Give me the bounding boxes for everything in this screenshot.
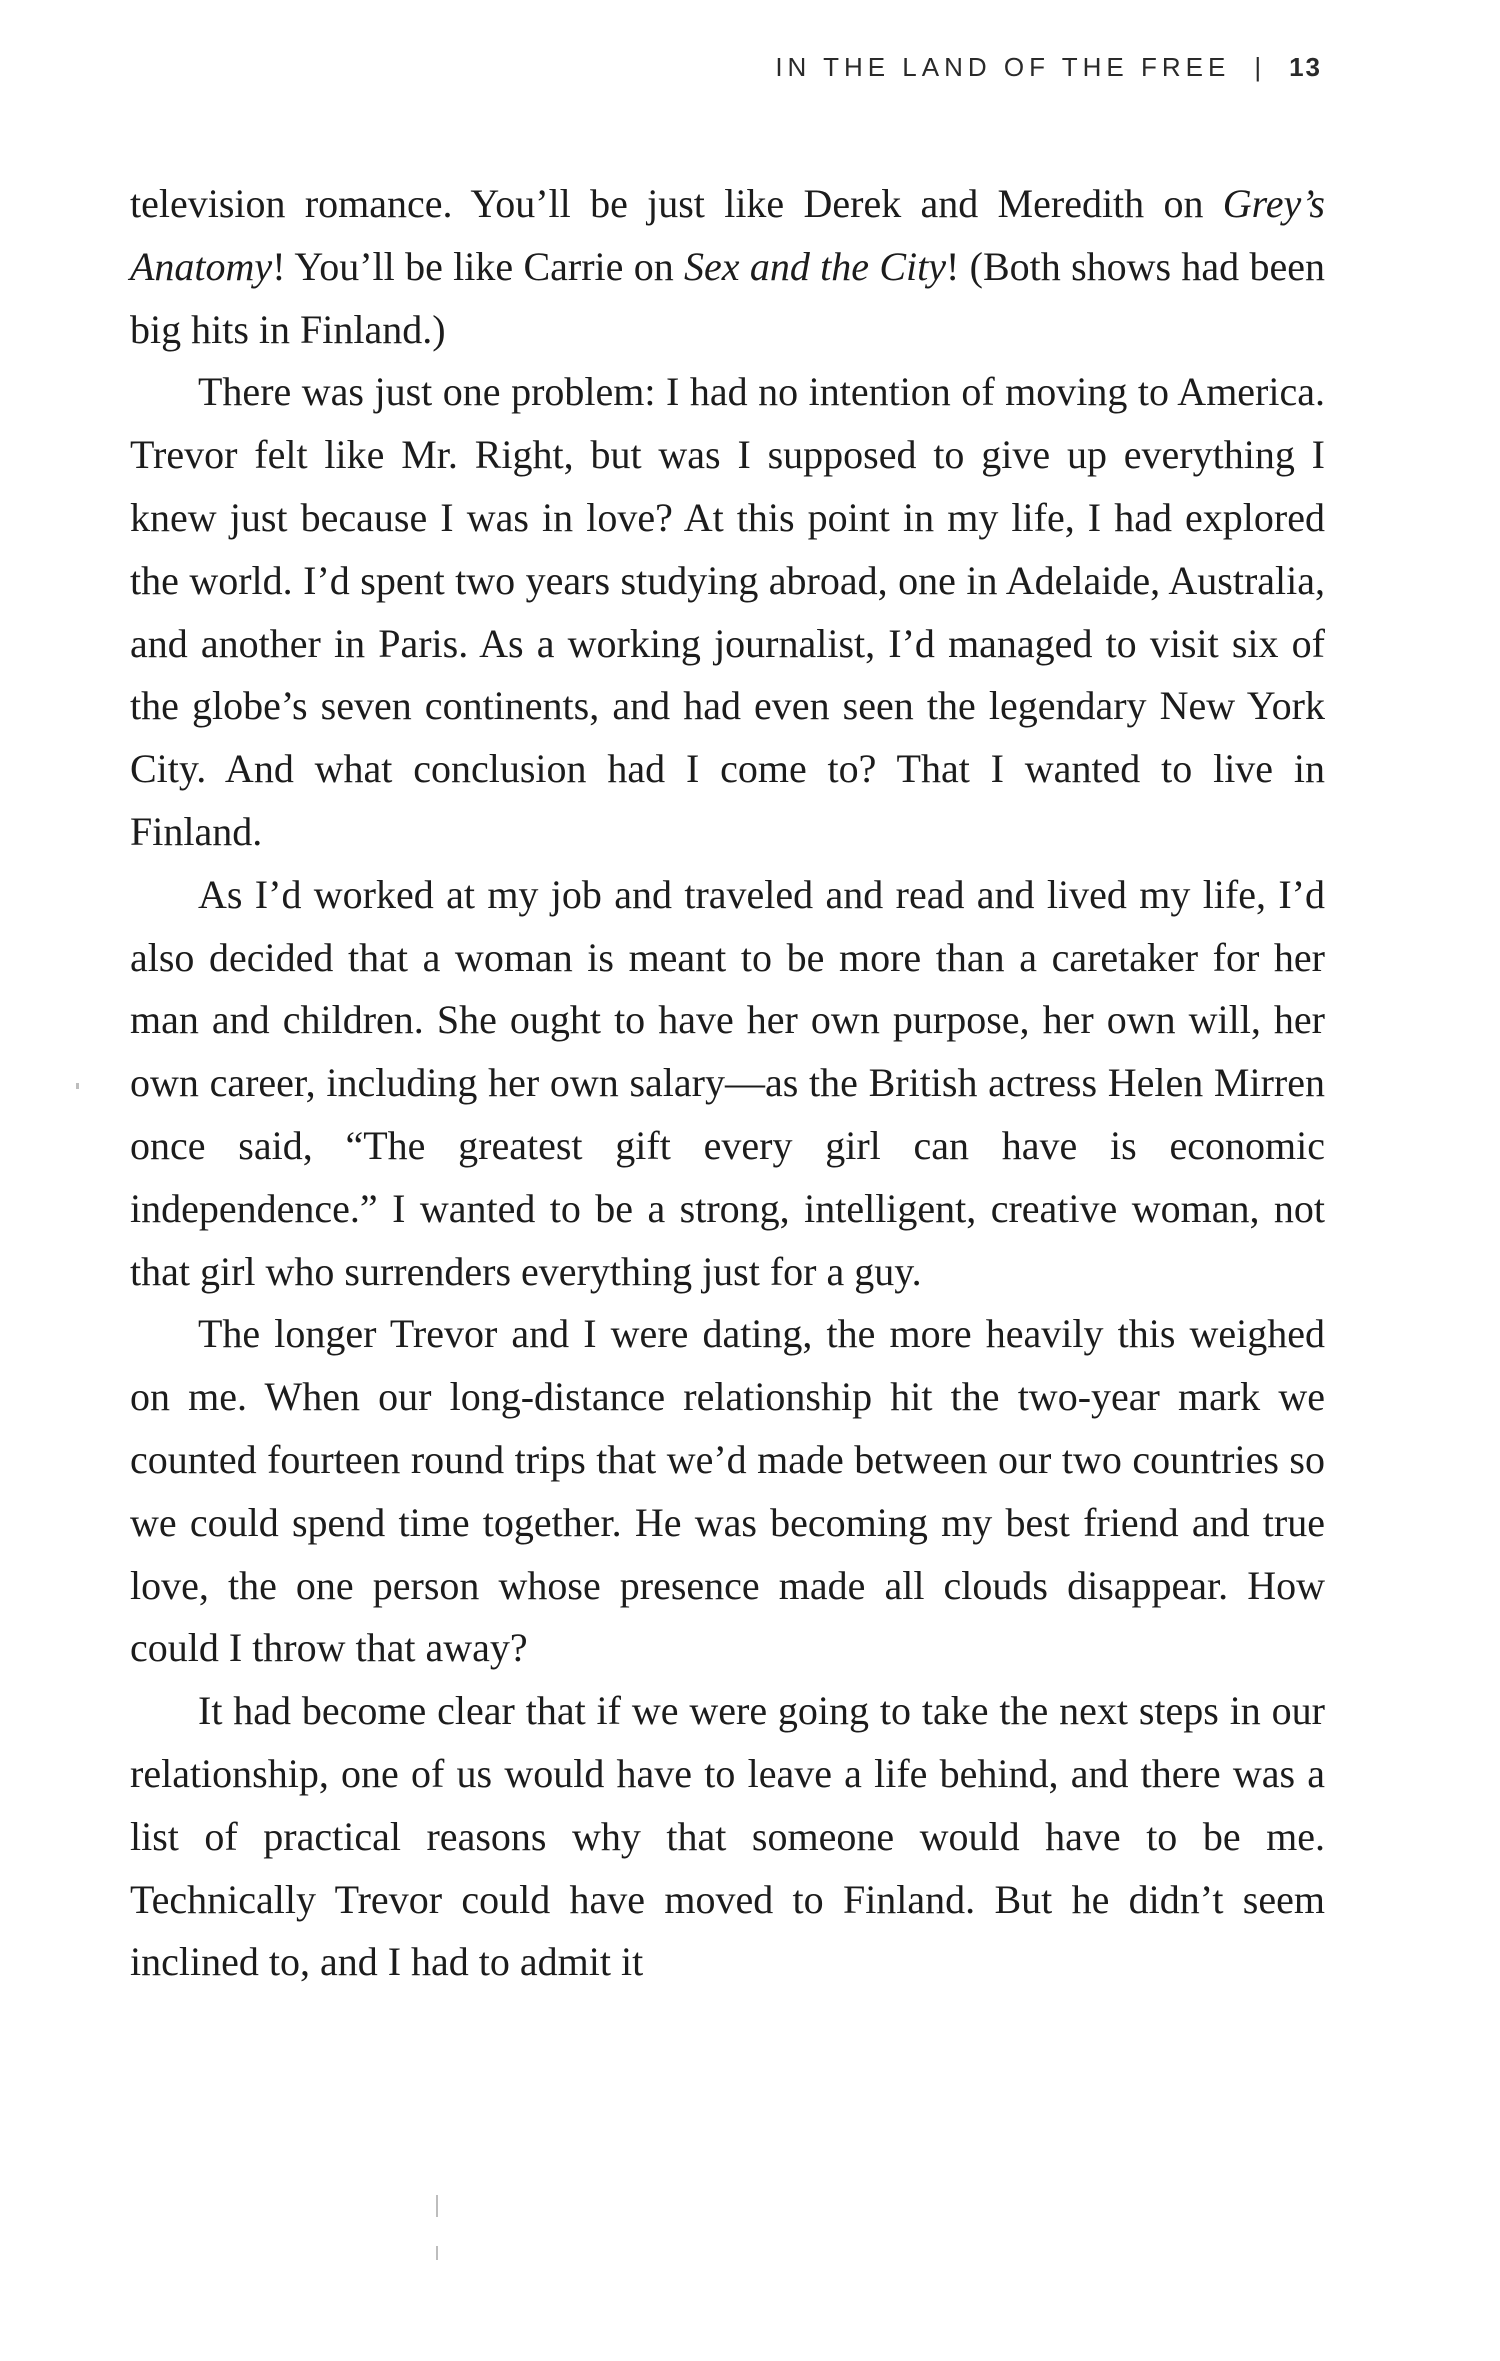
header-separator: | (1254, 52, 1262, 82)
paragraph-3: As I’d worked at my job and traveled and read and lived my life, I’d also decided that a woman is meant to be more than a caretaker for her man and children. She ought to have her own purpose, her own will, her own career, including her own salary—as the British actress Helen Mirren once said, “The greatest gift every girl can have is economic independence.” I wanted to be a strong, intelligent, creative woman, not that girl who surrenders everything just for a guy. (130, 871, 1325, 1294)
paragraph-5: It had become clear that if we were going to take the next steps in our relationship, one of us would have to leave a life behind, and there was a list of practical reasons why that someone would have to be me. Technically Trevor could have moved to Finland. But he didn’t seem inclined to, and I had to admit it (130, 1688, 1325, 1985)
running-title: IN THE LAND OF THE FREE (775, 52, 1231, 82)
p1-text-e: ! (Both shows had been big hits in Finland.) (130, 243, 1325, 352)
scan-mark-lower-2 (436, 2246, 438, 2260)
paragraph-1 (130, 173, 1325, 361)
scan-mark-lower-1 (436, 2195, 438, 2217)
p1-title-greys-anatomy: Grey’s Anatomy (130, 181, 1325, 289)
page-number: 13 (1289, 52, 1322, 82)
running-head (775, 52, 1322, 83)
body-text (130, 173, 1325, 1994)
scan-speck (76, 1083, 79, 1089)
paragraph-4: The longer Trevor and I were dating, the more heavily this weighed on me. When our long-distance relationship hit the two-year mark we counted fourteen round trips that we’d made between our two countries so we could spend time together. He was becoming my best friend and true love, the one person whose presence made all clouds disappear. How could I throw that away? (130, 1311, 1325, 1671)
p1-text-c: ! You’ll be like Carrie on (272, 243, 685, 289)
paragraph-2: There was just one problem: I had no intention of moving to America. Trevor felt like Mr. Right, but was I supposed to give up everything I knew just because I was in love? At this point in my life, I had explored the world. I’d spent two years studying abroad, one in Adelaide, Australia, and another in Paris. As a working journalist, I’d managed to visit six of the globe’s seven continents, and had even seen the legendary New York City. And what conclusion had I come to? That I wanted to live in Finland. (130, 369, 1325, 854)
p1-text-a: television romance. You’ll be just like Derek and Meredith on (130, 181, 1223, 226)
p1-title-sex-and-the-city: Sex and the City (684, 243, 947, 289)
